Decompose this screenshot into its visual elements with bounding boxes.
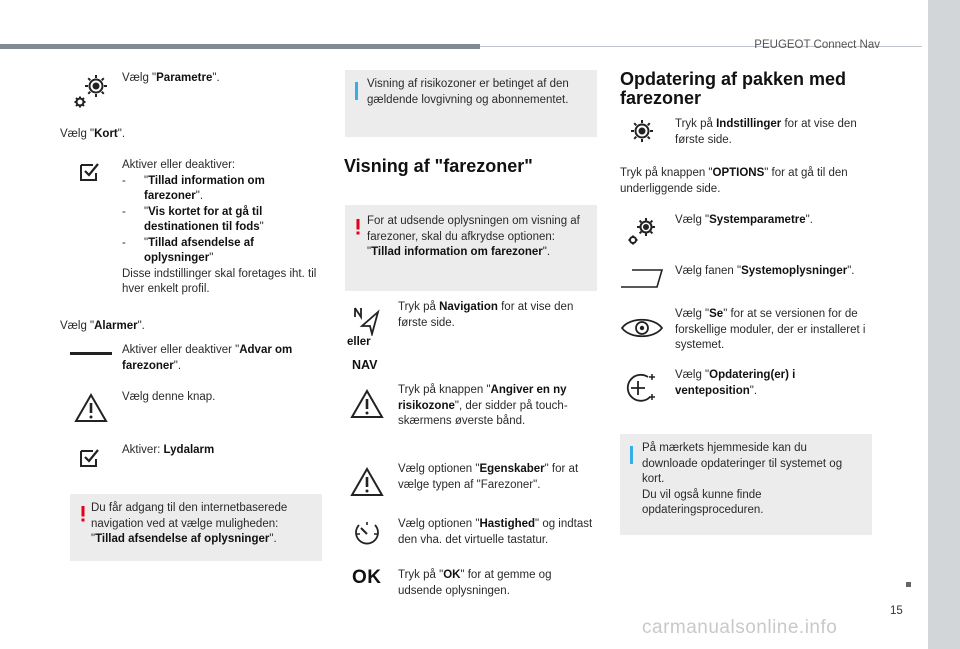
- info-icon: [630, 446, 633, 464]
- ok-icon: OK: [352, 567, 382, 588]
- navigation-arrow-icon: [352, 306, 382, 336]
- checkbox-icon: [79, 448, 101, 468]
- warning-note-text: Du får adgang til den internetbaserede navigation ved at vælge muligheden: "Tillad afsendelse af oplysninger".: [91, 502, 288, 545]
- step-opdatering: Vælg "Opdatering(er) i venteposition".: [675, 369, 796, 397]
- speedometer-icon: [353, 520, 381, 548]
- step-indstillinger: Tryk på Indstillinger for at vise den første side.: [675, 118, 857, 146]
- info-note-box: [620, 434, 872, 535]
- warning-triangle-icon: [74, 393, 108, 423]
- label-nav: NAV: [352, 358, 378, 372]
- step-se: Vælg "Se" for at se versionen for de forskellige moduler, der er installeret i systemet.: [675, 308, 866, 351]
- warning-note-text: For at udsende oplysningen om visning af farezoner, skal du afkrydse optionen: "Tillad information om farezoner".: [367, 215, 580, 258]
- label-eller: eller: [347, 336, 371, 348]
- tab-icon: [620, 268, 664, 290]
- step-systemparametre: Vælg "Systemparametre".: [675, 214, 813, 226]
- step-angiver: Tryk på knappen "Angiver en ny risikozone", der sidder på touch-skærmens øverste bånd.: [398, 384, 568, 427]
- info-note-text: Visning af risikozoner er betinget af den gældende lovgivning og abonnementet.: [367, 78, 569, 106]
- warning-note-box: [345, 205, 597, 291]
- activate-list: [122, 158, 320, 298]
- step-advar: Aktiver eller deaktiver "Advar om farezoner".: [122, 344, 293, 372]
- step-egenskaber: Vælg optionen "Egenskaber" for at vælge typen af "Farezoner".: [398, 463, 579, 491]
- step-lydalarm: Aktiver: Lydalarm: [122, 444, 215, 456]
- exclamation-icon: [81, 506, 85, 522]
- step-systemoplysninger: Vælg fanen "Systemoplysninger".: [675, 265, 855, 277]
- watermark: carmanualsonline.info: [642, 617, 838, 638]
- page-marker: [906, 582, 911, 587]
- side-strip: [928, 0, 960, 649]
- exclamation-icon: [356, 219, 360, 235]
- step-hastighed: Vælg optionen "Hastighed" og indtast den vha. det virtuelle tastatur.: [398, 518, 593, 546]
- list-item: - "Tillad afsendelse af oplysninger": [122, 236, 254, 264]
- step-knap: Vælg denne knap.: [122, 391, 216, 403]
- section-title: Visning af "farezoner": [344, 156, 533, 176]
- eye-icon: [620, 314, 664, 342]
- settings-gear-icon: [628, 117, 656, 145]
- warning-note-box: [70, 494, 322, 561]
- activate-intro: Aktiver eller deaktiver:: [122, 159, 236, 171]
- toggle-bar-icon: [70, 352, 112, 355]
- system-gears-icon: [626, 213, 660, 247]
- warning-triangle-icon: [350, 389, 384, 419]
- info-line: På mærkets hjemmeside kan du downloade opdateringer til systemet og kort.: [642, 442, 843, 485]
- checkbox-icon: [79, 162, 101, 182]
- info-note-box: [345, 70, 597, 137]
- list-item: - "Vis kortet for at gå til destinationen til fods": [122, 205, 264, 233]
- info-line: Du vil også kunne finde opdateringsproceduren.: [642, 488, 764, 516]
- step-kort: Vælg "Kort".: [60, 128, 126, 140]
- step-alarmer: Vælg "Alarmer".: [60, 320, 145, 332]
- activate-note: Disse indstillinger skal foretages iht. til hver enkelt profil.: [122, 267, 317, 295]
- section-title: Opdatering af pakken med farezoner: [620, 69, 847, 108]
- update-plus-icon: [622, 371, 660, 405]
- info-icon: [355, 82, 358, 100]
- running-header: PEUGEOT Connect Nav: [754, 39, 880, 51]
- step-navigation: Tryk på Navigation for at vise den første side.: [398, 301, 574, 329]
- settings-gears-icon: [72, 70, 112, 112]
- step-ok: Tryk på "OK" for at gemme og udsende oplysningen.: [398, 569, 552, 597]
- info-note-text: [642, 441, 864, 519]
- page-number: 15: [890, 605, 903, 617]
- list-item: - "Tillad information om farezoner".: [122, 174, 265, 202]
- warning-triangle-icon: [350, 467, 384, 497]
- step-options: Tryk på knappen "OPTIONS" for at gå til den underliggende side.: [620, 167, 848, 195]
- header-bar: [0, 44, 480, 49]
- step-parametre: Vælg "Parametre".: [122, 72, 220, 84]
